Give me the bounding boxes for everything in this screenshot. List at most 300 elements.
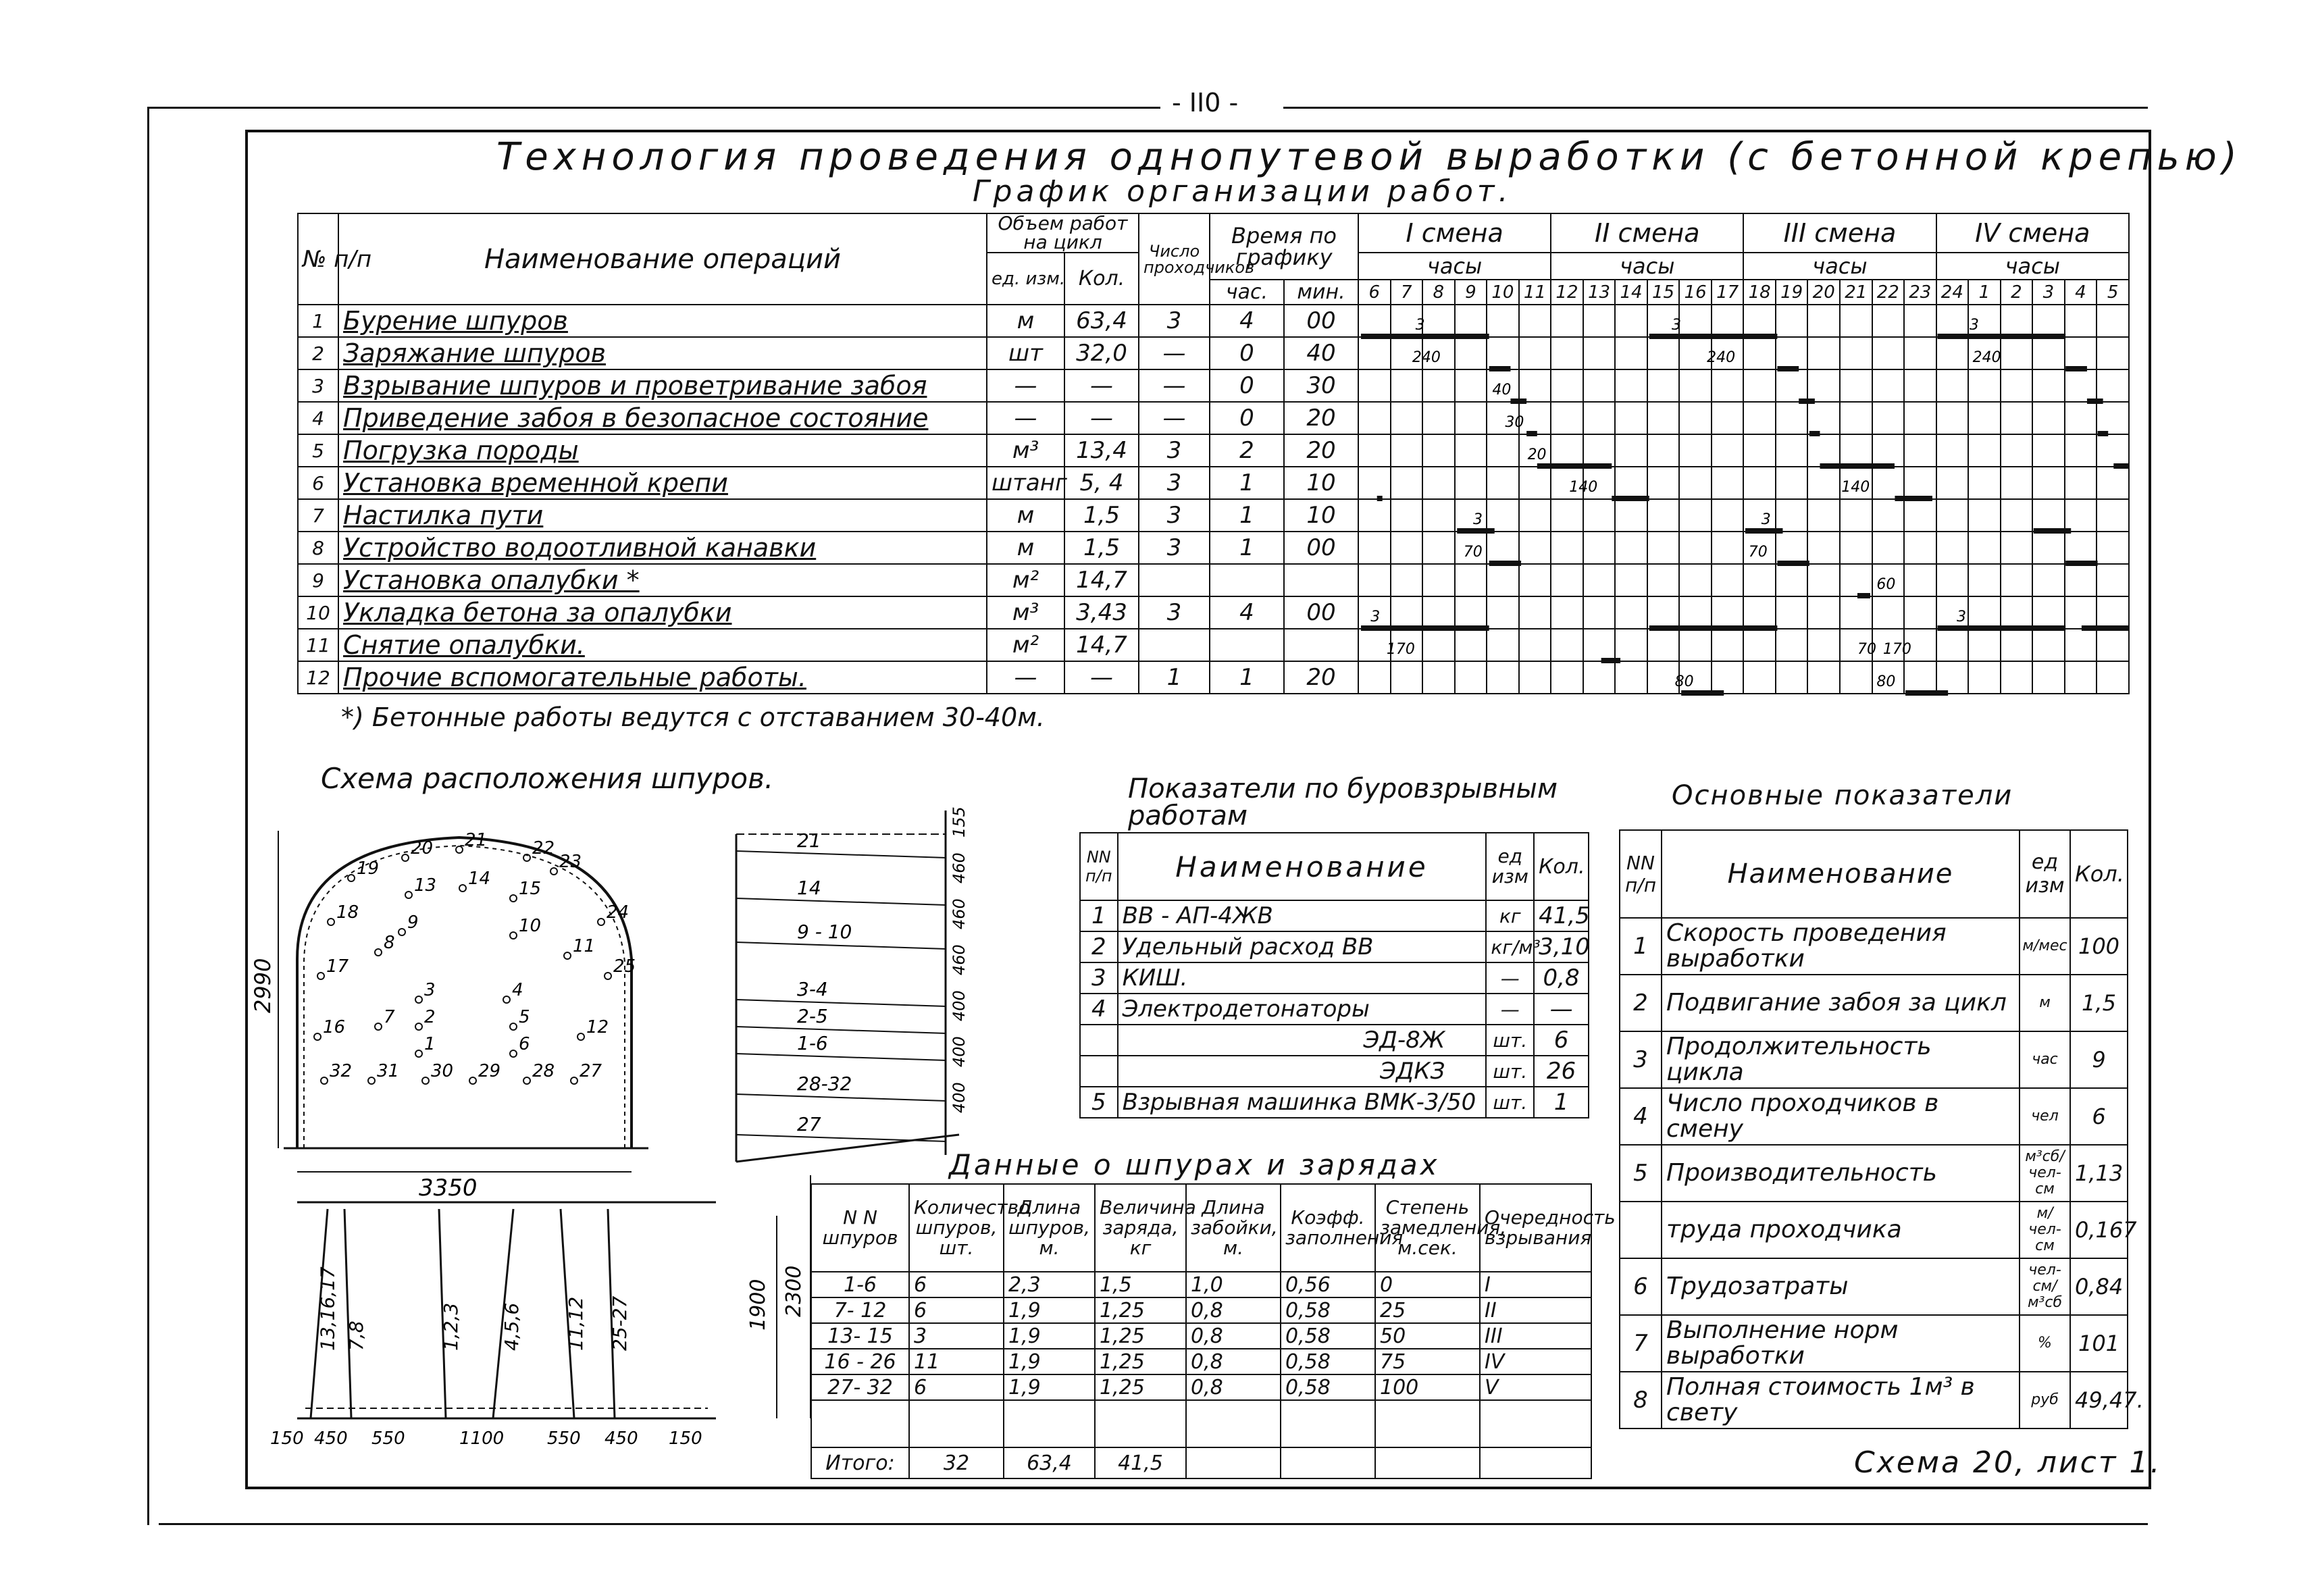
side-hole-line	[736, 1135, 946, 1141]
table-cell: 14,7	[1064, 564, 1139, 596]
table-cell: 12	[1551, 280, 1583, 305]
hole-number: 16	[323, 1017, 346, 1037]
table-cell: Взрывание шпуров и проветривание забоя	[338, 369, 987, 402]
table-cell	[1095, 1400, 1186, 1447]
table-cell: N N шпуров	[811, 1184, 909, 1272]
table-cell: ед изм	[1486, 833, 1534, 900]
holes-total-row	[811, 1447, 1591, 1478]
table-cell: IV смена	[1936, 213, 2129, 253]
table-cell: 63,4	[1064, 305, 1139, 337]
main-row	[1620, 1031, 2128, 1088]
hole-number: 29	[478, 1061, 501, 1081]
table-cell: 6	[298, 467, 338, 499]
table-cell: 0,8	[1186, 1374, 1281, 1400]
table-cell: 9	[1455, 280, 1487, 305]
table-cell: %	[2020, 1315, 2070, 1372]
table-cell	[1281, 1447, 1375, 1478]
table-cell: —	[987, 661, 1064, 694]
gantt-bar	[1938, 334, 2066, 339]
table-cell: —	[1486, 962, 1534, 994]
table-cell: штанг	[987, 467, 1064, 499]
table-cell: 10	[1284, 499, 1358, 532]
table-cell: Число проходчиков в смену	[1662, 1088, 2020, 1145]
hole-marker	[456, 846, 463, 853]
table-cell: 13- 15	[811, 1323, 909, 1349]
table-cell: 1	[1210, 467, 1284, 499]
side-dim-label: 460	[950, 944, 969, 975]
bottom-dim-label: 1100	[459, 1428, 505, 1449]
hole-marker	[405, 892, 412, 898]
table-cell: м/чел-см	[2020, 1202, 2070, 1258]
table-cell: 100	[1375, 1374, 1480, 1400]
hole-marker	[577, 1033, 584, 1040]
gantt-bar	[2087, 398, 2103, 404]
table-cell: Устройство водоотливной канавки	[338, 532, 987, 564]
table-cell: Длина шпуров, м.	[1004, 1184, 1095, 1272]
hole-number: 9	[407, 912, 419, 933]
holes-head-row	[811, 1184, 1591, 1272]
hole-number: 25	[613, 956, 636, 977]
gantt-bar	[1601, 658, 1620, 663]
gantt-bar	[1377, 496, 1383, 501]
table-cell: 14	[1615, 280, 1647, 305]
table-cell: 6	[909, 1297, 1004, 1323]
gantt-bar	[1745, 528, 1782, 534]
page-number: - II0 -	[1172, 88, 1239, 118]
table-cell: 6	[909, 1374, 1004, 1400]
tunnel-profile	[297, 838, 632, 1148]
blasting-row	[1080, 994, 1589, 1025]
hole-number: 12	[586, 1017, 609, 1037]
hole-marker	[550, 868, 557, 875]
hole-marker	[469, 1077, 476, 1084]
plan-hole-label: 11,12	[565, 1296, 587, 1351]
main-indicators-title: Основные показатели	[1672, 780, 2013, 811]
hole-number: 2	[424, 1007, 436, 1027]
hole-number: 30	[431, 1061, 454, 1081]
table-cell: 15	[1647, 280, 1680, 305]
table-cell: 101	[2070, 1315, 2128, 1372]
gantt-bar	[2082, 625, 2130, 631]
table-cell: 21	[1840, 280, 1872, 305]
table-cell: 4	[1080, 994, 1118, 1025]
table-cell: 1,25	[1095, 1374, 1186, 1400]
schedule-footnote: *) Бетонные работы ведутся с отставанием 30-40м.	[341, 702, 1045, 732]
table-cell: 1,5	[2070, 975, 2128, 1031]
side-dim-label: 460	[950, 852, 969, 883]
table-cell	[811, 1400, 909, 1447]
hole-number: 23	[559, 852, 582, 872]
table-cell	[1480, 1400, 1591, 1447]
hole-number: 24	[607, 902, 629, 923]
main-row	[1620, 1258, 2128, 1315]
side-hole-label: 1-6	[797, 1032, 828, 1054]
gantt-bar	[2065, 366, 2087, 371]
gantt-bar	[1510, 398, 1526, 404]
table-cell: 10	[1487, 280, 1519, 305]
table-cell	[1186, 1447, 1281, 1478]
table-cell	[1004, 1400, 1095, 1447]
side-hole-label: 9 - 10	[797, 921, 852, 943]
gantt-bar	[2034, 528, 2071, 534]
table-cell: часы	[1358, 253, 1551, 280]
table-cell: 1	[1968, 280, 2001, 305]
table-cell: V	[1480, 1374, 1591, 1400]
table-cell: чел	[2020, 1088, 2070, 1145]
side-hole-label: 3-4	[797, 978, 828, 1000]
table-cell: 1	[1210, 499, 1284, 532]
table-cell: 7- 12	[811, 1297, 909, 1323]
table-cell: II	[1480, 1297, 1591, 1323]
holes-row	[811, 1297, 1591, 1323]
table-cell: Полная стоимость 1м³ в свету	[1662, 1372, 2020, 1428]
table-cell: 2,3	[1004, 1272, 1095, 1297]
table-cell: Степень замедления, м.сек.	[1375, 1184, 1480, 1272]
table-cell: м	[987, 532, 1064, 564]
table-cell: 20	[1284, 402, 1358, 434]
table-cell: 49,47.	[2070, 1372, 2128, 1428]
table-cell: 0	[1210, 402, 1284, 434]
plan-hole-label: 1,2,3	[440, 1302, 462, 1351]
hole-marker	[510, 1050, 517, 1057]
table-cell: 6	[1620, 1258, 1662, 1315]
table-cell: КИШ.	[1118, 962, 1487, 994]
gantt-bar	[1489, 366, 1511, 371]
gantt-label: 240	[1707, 349, 1736, 366]
table-cell: 1	[1534, 1087, 1589, 1118]
table-cell: Кол.	[2070, 830, 2128, 918]
page-subtitle: График организации работ.	[973, 174, 1512, 209]
gantt-label: 140	[1569, 479, 1598, 496]
hole-marker	[605, 973, 611, 979]
table-cell: 17	[1712, 280, 1744, 305]
main-row	[1620, 1088, 2128, 1145]
gantt-label: 3	[1472, 511, 1483, 528]
hole-markers	[314, 830, 636, 1084]
table-cell: Объем работ на цикл	[987, 213, 1139, 253]
table-cell: Установка опалубки *	[338, 564, 987, 596]
hole-marker	[348, 875, 355, 881]
holes-row	[811, 1349, 1591, 1374]
table-cell: м²	[987, 564, 1064, 596]
table-cell: NN п/п	[1620, 830, 1662, 918]
table-cell: IV	[1480, 1349, 1591, 1374]
table-cell: Наименование операций	[338, 213, 987, 305]
table-cell: 11	[1519, 280, 1551, 305]
gantt-label: 3	[1415, 317, 1425, 334]
table-cell: 3	[1139, 434, 1210, 467]
gantt-bar	[1895, 496, 1932, 501]
side-hole-label: 2-5	[797, 1005, 828, 1027]
table-cell: 0	[1375, 1272, 1480, 1297]
hole-marker	[459, 885, 466, 892]
gantt-bar	[1777, 366, 1799, 371]
gantt-label: 30	[1505, 414, 1524, 431]
table-cell: 1,25	[1095, 1323, 1186, 1349]
gantt-bar	[2098, 431, 2109, 436]
plan-view	[270, 1175, 811, 1449]
table-cell: 5	[298, 434, 338, 467]
table-cell	[1375, 1447, 1480, 1478]
gantt-label: 240	[1972, 349, 2001, 366]
gantt-bar	[1905, 690, 1948, 696]
table-cell: 0,8	[1186, 1349, 1281, 1374]
table-cell: I смена	[1358, 213, 1551, 253]
right-dim-1900: 1900	[746, 1279, 770, 1331]
table-cell: 12	[298, 661, 338, 694]
table-cell: 9	[298, 564, 338, 596]
hole-marker	[523, 1077, 530, 1084]
table-cell: 0	[1210, 369, 1284, 402]
table-cell: Снятие опалубки.	[338, 629, 987, 661]
side-hole-label: 21	[797, 829, 821, 852]
table-cell: Наименование	[1118, 833, 1487, 900]
table-cell: 2	[1620, 975, 1662, 1031]
hole-number: 28	[532, 1061, 555, 1081]
gantt-label: 170	[1882, 641, 1911, 658]
table-cell: шт.	[1486, 1025, 1534, 1056]
gantt-bar	[1649, 334, 1778, 339]
table-cell: часы	[1551, 253, 1743, 280]
gantt-label: 70	[1857, 641, 1876, 658]
gantt-label: 170	[1386, 641, 1415, 658]
table-cell: 3	[2032, 280, 2065, 305]
plan-hole-line	[344, 1209, 351, 1418]
table-cell: 11	[298, 629, 338, 661]
table-cell: 3	[1139, 467, 1210, 499]
table-cell: Время по графику	[1210, 213, 1358, 280]
blasting-row	[1080, 1056, 1589, 1087]
gantt-bar	[1649, 625, 1778, 631]
table-cell: III	[1480, 1323, 1591, 1349]
hole-marker	[328, 919, 334, 925]
hole-marker	[415, 1023, 422, 1030]
gantt-label: 3	[1956, 609, 1966, 625]
table-cell: Настилка пути	[338, 499, 987, 532]
table-cell: 0,58	[1281, 1323, 1375, 1349]
table-cell: 1	[298, 305, 338, 337]
table-cell: 2	[298, 337, 338, 369]
hole-number: 31	[377, 1061, 400, 1081]
table-cell: Производительность	[1662, 1145, 2020, 1202]
gantt-bar	[1799, 398, 1815, 404]
table-cell: 25	[1375, 1297, 1480, 1323]
table-cell: 9	[2070, 1031, 2128, 1088]
table-cell: Прочие вспомогательные работы.	[338, 661, 987, 694]
table-cell: Погрузка породы	[338, 434, 987, 467]
table-cell: 1	[1139, 661, 1210, 694]
hole-number: 13	[414, 875, 437, 896]
table-cell: 0,8	[1186, 1323, 1281, 1349]
side-dim-label: 155	[950, 806, 969, 838]
table-cell: 3	[909, 1323, 1004, 1349]
table-cell: Длина забойки, м.	[1186, 1184, 1281, 1272]
table-cell: 11	[909, 1349, 1004, 1374]
table-cell: 00	[1284, 305, 1358, 337]
bottom-dim-label: 150	[669, 1428, 702, 1449]
table-cell: 6	[1358, 280, 1391, 305]
table-cell: 16	[1679, 280, 1712, 305]
table-cell: 13,4	[1064, 434, 1139, 467]
bottom-dim-label: 150	[270, 1428, 304, 1449]
side-hole-line	[736, 1000, 946, 1006]
hole-number: 27	[580, 1061, 602, 1081]
side-dim-label: 400	[950, 1036, 969, 1067]
table-cell: 1,0	[1186, 1272, 1281, 1297]
gantt-bar	[1938, 625, 2066, 631]
table-cell	[1080, 1056, 1118, 1087]
gantt-bar	[1457, 528, 1494, 534]
table-cell: 1,9	[1004, 1349, 1095, 1374]
side-hole-label: 28-32	[797, 1073, 852, 1095]
table-cell: Бурение шпуров	[338, 305, 987, 337]
table-cell: 32	[909, 1447, 1004, 1478]
table-cell: 8	[1620, 1372, 1662, 1428]
side-dim-label: 460	[950, 898, 969, 929]
table-cell: 3,43	[1064, 596, 1139, 629]
hole-number: 10	[519, 916, 542, 936]
blasting-row	[1080, 931, 1589, 962]
table-cell: 13	[1583, 280, 1616, 305]
table-cell: 19	[1776, 280, 1808, 305]
table-cell: 4	[298, 402, 338, 434]
table-cell: II смена	[1551, 213, 1743, 253]
hole-number: 17	[326, 956, 349, 977]
table-cell: м³сб/чел-см	[2020, 1145, 2070, 1202]
table-cell: ед. изм.	[987, 253, 1064, 305]
gantt-bar	[2065, 561, 2097, 566]
blasting-title: Показатели по буровзрывным работам	[1128, 773, 1558, 831]
gantt-label: 3	[1370, 609, 1381, 625]
hole-number: 1	[424, 1034, 436, 1054]
table-cell: ед изм	[2020, 830, 2070, 918]
table-cell: Величина заряда, кг	[1095, 1184, 1186, 1272]
table-cell: час.	[1210, 280, 1284, 305]
table-cell: Трудозатраты	[1662, 1258, 2020, 1315]
gantt-bar	[1777, 561, 1809, 566]
table-cell: 1,5	[1095, 1272, 1186, 1297]
table-cell: м	[987, 499, 1064, 532]
hole-number: 4	[512, 980, 523, 1000]
gantt-label: 20	[1527, 446, 1547, 463]
table-cell: м	[987, 305, 1064, 337]
table-cell: 3	[298, 369, 338, 402]
table-cell: 1,9	[1004, 1323, 1095, 1349]
table-cell: 63,4	[1004, 1447, 1095, 1478]
table-cell: 23	[1904, 280, 1936, 305]
table-cell: чел-см/м³сб	[2020, 1258, 2070, 1315]
bottom-edge-rule	[159, 1523, 2148, 1525]
table-cell: 00	[1284, 532, 1358, 564]
hole-scheme-title: Схема расположения шпуров.	[321, 762, 774, 795]
table-cell: 7	[1620, 1315, 1662, 1372]
side-hole-line	[736, 1094, 946, 1101]
table-cell: 1,25	[1095, 1297, 1186, 1323]
bottom-dim-label: 550	[371, 1428, 405, 1449]
table-cell: Коэфф. заполнения	[1281, 1184, 1375, 1272]
side-hole-line	[736, 1027, 946, 1033]
table-cell: кг	[1486, 900, 1534, 931]
table-cell: 0,8	[1186, 1297, 1281, 1323]
hole-number: 22	[532, 838, 555, 858]
side-view	[736, 806, 969, 1162]
table-cell: м³	[987, 434, 1064, 467]
table-cell: Продолжительность цикла	[1662, 1031, 2020, 1088]
hole-marker	[422, 1077, 429, 1084]
gantt-label: 3	[1761, 511, 1771, 528]
table-cell: —	[987, 402, 1064, 434]
table-cell: 5, 4	[1064, 467, 1139, 499]
table-cell: кг/м³	[1486, 931, 1534, 962]
table-cell: 4	[1210, 596, 1284, 629]
table-cell: —	[1064, 661, 1139, 694]
table-cell: NN п/п	[1080, 833, 1118, 900]
table-cell: Наименование	[1662, 830, 2020, 918]
table-cell: 0,56	[1281, 1272, 1375, 1297]
table-cell: 3	[1620, 1031, 1662, 1088]
side-hole-label: 14	[797, 877, 821, 899]
hole-marker	[398, 929, 405, 935]
main-row	[1620, 1315, 2128, 1372]
gantt-bar	[1809, 431, 1820, 436]
table-cell: 0,58	[1281, 1349, 1375, 1374]
table-cell: шт.	[1486, 1087, 1534, 1118]
table-cell: 0,58	[1281, 1374, 1375, 1400]
table-cell: 2	[1080, 931, 1118, 962]
table-cell: 8	[298, 532, 338, 564]
hole-marker	[375, 1023, 382, 1030]
table-cell	[1080, 1025, 1118, 1056]
gantt-label: 3	[1671, 317, 1681, 334]
hole-marker	[415, 996, 422, 1003]
blasting-row	[1080, 1087, 1589, 1118]
side-hole-label: 27	[797, 1113, 821, 1135]
gantt-label: 40	[1492, 382, 1512, 398]
main-row	[1620, 918, 2128, 975]
hole-number: 18	[336, 902, 359, 923]
height-dim: 2990	[250, 958, 276, 1013]
table-cell	[909, 1400, 1004, 1447]
holes-row	[811, 1323, 1591, 1349]
hole-number: 8	[384, 933, 395, 953]
hole-marker	[314, 1033, 321, 1040]
table-cell: № п/п	[298, 213, 338, 305]
sheet-label: Схема 20, лист 1.	[1854, 1445, 2162, 1480]
table-cell: 1	[1620, 918, 1662, 975]
plan-hole-label: 7,8	[345, 1320, 367, 1351]
holes-row	[811, 1272, 1591, 1297]
table-cell: 3	[1139, 596, 1210, 629]
table-cell: 1-6	[811, 1272, 909, 1297]
hole-marker	[510, 932, 517, 939]
side-dim-label: 400	[950, 990, 969, 1021]
gantt-bar	[1361, 334, 1489, 339]
table-cell: Кол.	[1534, 833, 1589, 900]
table-cell	[1186, 1400, 1281, 1447]
table-cell: Заряжание шпуров	[338, 337, 987, 369]
table-cell: 41,5	[1095, 1447, 1186, 1478]
table-cell: 8	[1422, 280, 1455, 305]
holes-data-title: Данные о шпурах и зарядах	[949, 1148, 1440, 1181]
gantt-label: 70	[1748, 544, 1768, 561]
hole-marker	[317, 973, 324, 979]
side-hole-line	[736, 898, 946, 905]
table-cell: 1,5	[1064, 532, 1139, 564]
side-hole-line	[736, 942, 946, 949]
table-cell: ЭДКЗ	[1118, 1056, 1487, 1087]
table-cell: 0,8	[1534, 962, 1589, 994]
table-cell: ВВ - АП-4ЖВ	[1118, 900, 1487, 931]
